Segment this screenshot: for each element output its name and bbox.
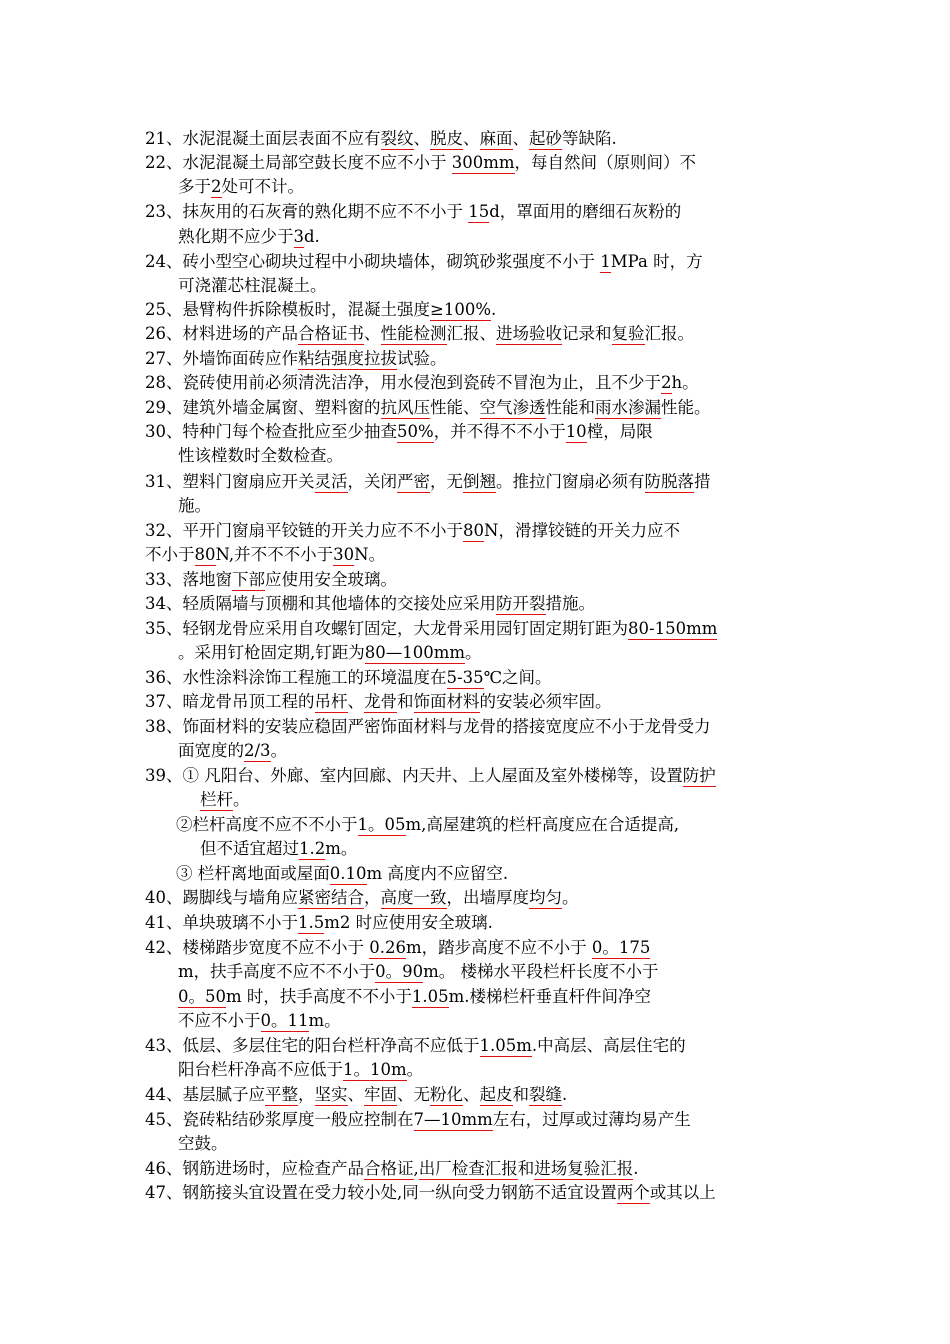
text-segment: 记录和	[562, 324, 612, 343]
answer-blank: 3	[293, 227, 304, 246]
text-segment: 47、钢筋接头宜设置在受力较小处,同一纵向受力钢筋不适宜设置	[145, 1183, 617, 1202]
text-segment: 熟化期不应少于	[178, 227, 294, 246]
text-line	[178, 739, 287, 763]
text-line	[178, 1009, 341, 1033]
answer-blank: 进场复验汇报	[534, 1159, 634, 1178]
answer-blank: 平整	[265, 1085, 298, 1104]
answer-blank: 防脱落	[644, 472, 694, 491]
text-segment: 阳台栏杆净高不应低于	[178, 1060, 343, 1079]
text-segment: 和	[517, 1159, 535, 1178]
text-segment: .	[633, 1159, 639, 1178]
answer-blank: 80-150mm	[628, 619, 718, 638]
text-segment: 樘，局限	[586, 422, 653, 441]
answer-blank: 裂缝	[529, 1085, 562, 1104]
text-segment: 。	[465, 643, 482, 662]
text-line	[145, 1083, 567, 1107]
answer-blank: 性能检测	[380, 324, 447, 343]
answer-blank: 雨水渗漏	[595, 398, 661, 417]
text-segment: m，扶手高度不应不不小于	[178, 962, 376, 981]
text-line	[145, 1034, 686, 1058]
text-segment: m。 楼梯水平段栏杆长度不小于	[423, 962, 659, 981]
text-segment: 试验。	[397, 349, 447, 368]
text-segment: ，每自然间（原则间）不	[514, 153, 697, 172]
text-segment: 28、瓷砖使用前必须清洗洁净，用水侵泡到瓷砖不冒泡为止，且不少于	[145, 373, 661, 392]
text-line	[178, 444, 343, 468]
text-line	[145, 322, 694, 346]
text-line	[145, 519, 680, 543]
answer-blank: 灵活	[314, 472, 348, 491]
text-segment: 、	[347, 1085, 364, 1104]
text-line	[145, 936, 650, 960]
text-segment: 43、低层、多层住宅的阳台栏杆净高不应低于	[145, 1036, 480, 1055]
answer-blank: 防开裂	[496, 594, 546, 613]
text-segment: 32、平开门窗扇平铰链的开关力应不不小于	[145, 521, 463, 540]
text-line	[200, 788, 250, 812]
text-line	[145, 911, 493, 935]
text-segment: MPa 时，方	[610, 252, 703, 271]
text-line	[145, 371, 699, 395]
text-segment: 和	[512, 1085, 529, 1104]
answer-blank: 空气渗透	[479, 398, 546, 417]
answer-blank: 防护	[682, 766, 716, 785]
text-segment: 施。	[178, 496, 211, 515]
answer-blank: 1。05	[357, 815, 406, 834]
text-segment: ，	[298, 1085, 315, 1104]
text-segment: d.	[304, 227, 320, 246]
text-segment: 性能。	[661, 398, 711, 417]
answer-blank: 两个	[616, 1183, 650, 1202]
text-segment: 汇报。	[644, 324, 694, 343]
text-segment: ，	[364, 888, 381, 907]
text-segment: N。	[354, 545, 386, 564]
text-segment: 30、特种门每个检查批应至少抽查	[145, 422, 397, 441]
text-line	[176, 813, 679, 837]
answer-blank: 均匀	[529, 888, 562, 907]
text-segment: 、无	[397, 1085, 430, 1104]
answer-blank: 合格证书	[298, 324, 364, 343]
answer-blank: 1	[600, 252, 611, 271]
answer-blank: 0.10	[329, 864, 367, 883]
text-segment: 。	[562, 888, 579, 907]
text-segment: 41、单块玻璃不小于	[145, 913, 298, 932]
text-line	[145, 617, 717, 641]
text-line	[145, 298, 496, 322]
text-segment: 35、轻钢龙骨应采用自攻螺钉固定，大龙骨采用园钉固定期钉距为	[145, 619, 628, 638]
text-line	[145, 1181, 716, 1205]
text-segment: ，无	[430, 472, 463, 491]
text-segment: 39、① 凡阳台、外廊、室内回廊、内天井、上人屋面及室外楼梯等，设置	[145, 766, 683, 785]
text-segment: 。	[270, 741, 288, 760]
text-segment: 措施。	[545, 594, 595, 613]
text-segment: 可浇灌芯柱混凝土。	[178, 276, 327, 295]
answer-blank: 起皮	[479, 1085, 513, 1104]
text-segment: 。	[233, 790, 250, 809]
answer-blank: 7—10mm	[413, 1110, 493, 1129]
answer-blank: 复验	[611, 324, 645, 343]
text-line	[145, 543, 385, 567]
answer-blank: 0。11	[260, 1011, 309, 1030]
answer-blank: 抗风压	[380, 398, 430, 417]
text-segment: ，关闭	[347, 472, 397, 491]
text-line	[145, 347, 447, 371]
answer-blank: 2/3	[244, 741, 271, 760]
text-segment: 38、饰面材料的安装应稳固严密饰面材料与龙骨的搭接宽度应不小于龙骨受力	[145, 717, 711, 736]
answer-blank: 吊杆	[314, 692, 348, 711]
answer-blank: 2	[211, 177, 222, 196]
answer-blank: 80	[194, 545, 216, 564]
text-segment: d，罩面用的磨细石灰粉的	[489, 202, 682, 221]
text-segment: .	[491, 300, 497, 319]
text-line	[145, 886, 579, 910]
answer-blank: 30	[333, 545, 355, 564]
text-segment: 。	[406, 1060, 424, 1079]
text-line	[178, 1058, 423, 1082]
text-line	[145, 592, 595, 616]
text-segment: 多于	[178, 177, 211, 196]
text-segment: N,并不不不小于	[215, 545, 334, 564]
text-segment: 性该樘数时全数检查。	[178, 446, 343, 465]
text-line	[145, 127, 617, 151]
text-segment: .中高层、高层住宅的	[531, 1036, 686, 1055]
answer-blank: ≥100%	[430, 300, 491, 319]
answer-blank: 80	[463, 521, 484, 540]
answer-blank: 10	[565, 422, 587, 441]
answer-blank: 裂纹	[380, 129, 414, 148]
answer-blank: 合格证	[364, 1159, 414, 1178]
text-line	[178, 175, 304, 199]
text-line	[145, 1157, 639, 1181]
text-segment: 36、水性涂料涂饰工程施工的环境温度在	[145, 668, 447, 687]
text-segment: ，出墙厚度	[446, 888, 529, 907]
text-line	[145, 715, 711, 739]
text-segment: ,	[413, 1159, 419, 1178]
answer-blank: 坚实	[314, 1085, 348, 1104]
text-segment: 40、踢脚线与墙角应	[145, 888, 298, 907]
text-segment: 等缺陷.	[562, 129, 617, 148]
text-line	[145, 470, 711, 494]
answer-blank: 麻面	[479, 129, 513, 148]
text-segment: 34、轻质隔墙与顶棚和其他墙体的交接处应采用	[145, 594, 496, 613]
answer-blank: 80—100mm	[364, 643, 466, 662]
text-segment: 、	[347, 692, 364, 711]
text-line	[145, 151, 696, 175]
answer-blank: 300mm	[451, 153, 515, 172]
text-segment: .	[562, 1085, 568, 1104]
text-line	[178, 985, 651, 1009]
answer-blank: 1.2	[299, 839, 326, 858]
answer-blank: 严密	[397, 472, 430, 491]
answer-blank: 15	[468, 202, 490, 221]
text-line	[145, 1108, 691, 1132]
text-segment: 、	[364, 324, 381, 343]
text-line	[176, 862, 508, 886]
text-segment: 29、建筑外墙金属窗、塑料窗的	[145, 398, 381, 417]
text-segment: 不应不小于	[178, 1011, 261, 1030]
answer-blank: 1.5	[298, 913, 325, 932]
text-segment: 和	[397, 692, 414, 711]
text-segment: 不小于	[145, 545, 195, 564]
answer-blank: 0。50	[178, 987, 226, 1006]
text-segment: ③ 栏杆离地面或屋面	[176, 864, 330, 883]
text-segment: m 时，扶手高度不不小于	[226, 987, 412, 1006]
answer-blank: 1。10m	[343, 1060, 407, 1079]
answer-blank: 0。90	[375, 962, 424, 981]
text-line	[178, 225, 320, 249]
text-segment: m.楼梯栏杆垂直杆件间净空	[448, 987, 652, 1006]
answer-blank: 栏杆	[200, 790, 233, 809]
text-segment: 但不适宜超过	[200, 839, 299, 858]
text-line	[178, 1132, 228, 1156]
text-line	[178, 960, 659, 984]
text-segment: m2 时应使用安全玻璃.	[324, 913, 493, 932]
text-segment: 31、塑料门窗扇应开关	[145, 472, 315, 491]
text-line	[145, 420, 653, 444]
text-segment: ℃之间。	[483, 668, 552, 687]
answer-blank: 1.05m	[479, 1036, 532, 1055]
text-segment: h。	[671, 373, 699, 392]
answer-blank: 饰面材料	[413, 692, 480, 711]
answer-blank: 进场验收	[496, 324, 562, 343]
answer-blank: 紧密结合	[298, 888, 364, 907]
text-line	[145, 396, 711, 420]
text-segment: ②栏杆高度不应不不小于	[176, 815, 358, 834]
text-line	[178, 494, 211, 518]
answer-blank: 5-35	[446, 668, 484, 687]
text-segment: 空鼓。	[178, 1134, 228, 1153]
answer-blank: 牢固	[364, 1085, 397, 1104]
text-line	[145, 568, 397, 592]
answer-blank: 起砂	[529, 129, 562, 148]
text-segment: 应使用安全玻璃。	[265, 570, 397, 589]
answer-blank: 下部	[232, 570, 265, 589]
text-segment: 42、楼梯踏步宽度不应不小于	[145, 938, 370, 957]
text-segment: 25、悬臂构件拆除模板时，混凝土强度	[145, 300, 430, 319]
text-segment: 处可不计。	[221, 177, 304, 196]
text-segment: 、	[413, 129, 430, 148]
text-segment: m，踏步高度不应不小于	[406, 938, 592, 957]
answer-blank: 50%	[397, 422, 434, 441]
text-segment: 性能、	[430, 398, 480, 417]
answer-blank: 龙骨	[364, 692, 397, 711]
text-segment: 37、暗龙骨吊顶工程的	[145, 692, 315, 711]
text-segment: 24、砖小型空心砌块过程中小砌块墙体，砌筑砂浆强度不小于	[145, 252, 601, 271]
answer-blank: 1.05	[411, 987, 449, 1006]
answer-blank: 脱皮	[430, 129, 463, 148]
text-segment: 22、水泥混凝土局部空鼓长度不应不小于	[145, 153, 452, 172]
text-line	[145, 200, 681, 224]
text-segment: m。	[308, 1011, 341, 1030]
text-segment: 、	[463, 1085, 480, 1104]
text-segment: 45、瓷砖粘结砂浆厚度一般应控制在	[145, 1110, 414, 1129]
text-segment: 。推拉门窗扇必须有	[496, 472, 645, 491]
text-segment: 性能和	[545, 398, 595, 417]
answer-blank: 粘结强度拉拔	[298, 349, 397, 368]
text-segment: 33、落地窗	[145, 570, 232, 589]
text-segment: 左右，过厚或过薄均易产生	[492, 1110, 691, 1129]
text-segment: m 高度内不应留空.	[366, 864, 509, 883]
text-segment: 、	[463, 129, 480, 148]
text-segment: 26、材料进场的产品	[145, 324, 298, 343]
text-line	[145, 690, 612, 714]
text-segment: 21、水泥混凝土面层表面不应有	[145, 129, 381, 148]
text-segment: 、	[512, 129, 529, 148]
answer-blank: 倒翘	[463, 472, 496, 491]
text-segment: 面宽度的	[178, 741, 244, 760]
text-segment: 27、外墙饰面砖应作	[145, 349, 298, 368]
text-segment: 。采用钉枪固定期,钉距为	[178, 643, 365, 662]
text-line	[145, 250, 703, 274]
text-segment: 汇报、	[446, 324, 496, 343]
text-line	[200, 837, 357, 861]
text-segment: 46、钢筋进场时，应检查产品	[145, 1159, 364, 1178]
text-segment: 或其以上	[649, 1183, 716, 1202]
text-segment: ，并不得不不小于	[433, 422, 566, 441]
text-segment: m。	[325, 839, 358, 858]
text-segment: m,高屋建筑的栏杆高度应在合适提高,	[405, 815, 680, 834]
text-line	[178, 641, 482, 665]
answer-blank: 0.26	[369, 938, 406, 957]
answer-blank: 粉化	[430, 1085, 463, 1104]
text-line	[145, 764, 716, 788]
text-segment: 措	[694, 472, 711, 491]
text-line	[145, 666, 552, 690]
answer-blank: 高度一致	[380, 888, 447, 907]
text-segment: 的安装必须牢固。	[479, 692, 612, 711]
text-segment: 23、抹灰用的石灰膏的熟化期不应不不小于	[145, 202, 469, 221]
text-segment: 44、基层腻子应	[145, 1085, 265, 1104]
text-segment: N，滑撑铰链的开关力应不	[484, 521, 680, 540]
answer-blank: 0。175	[591, 938, 651, 957]
answer-blank: 2	[661, 373, 672, 392]
answer-blank: 出厂检查汇报	[418, 1159, 518, 1178]
text-line	[178, 274, 327, 298]
